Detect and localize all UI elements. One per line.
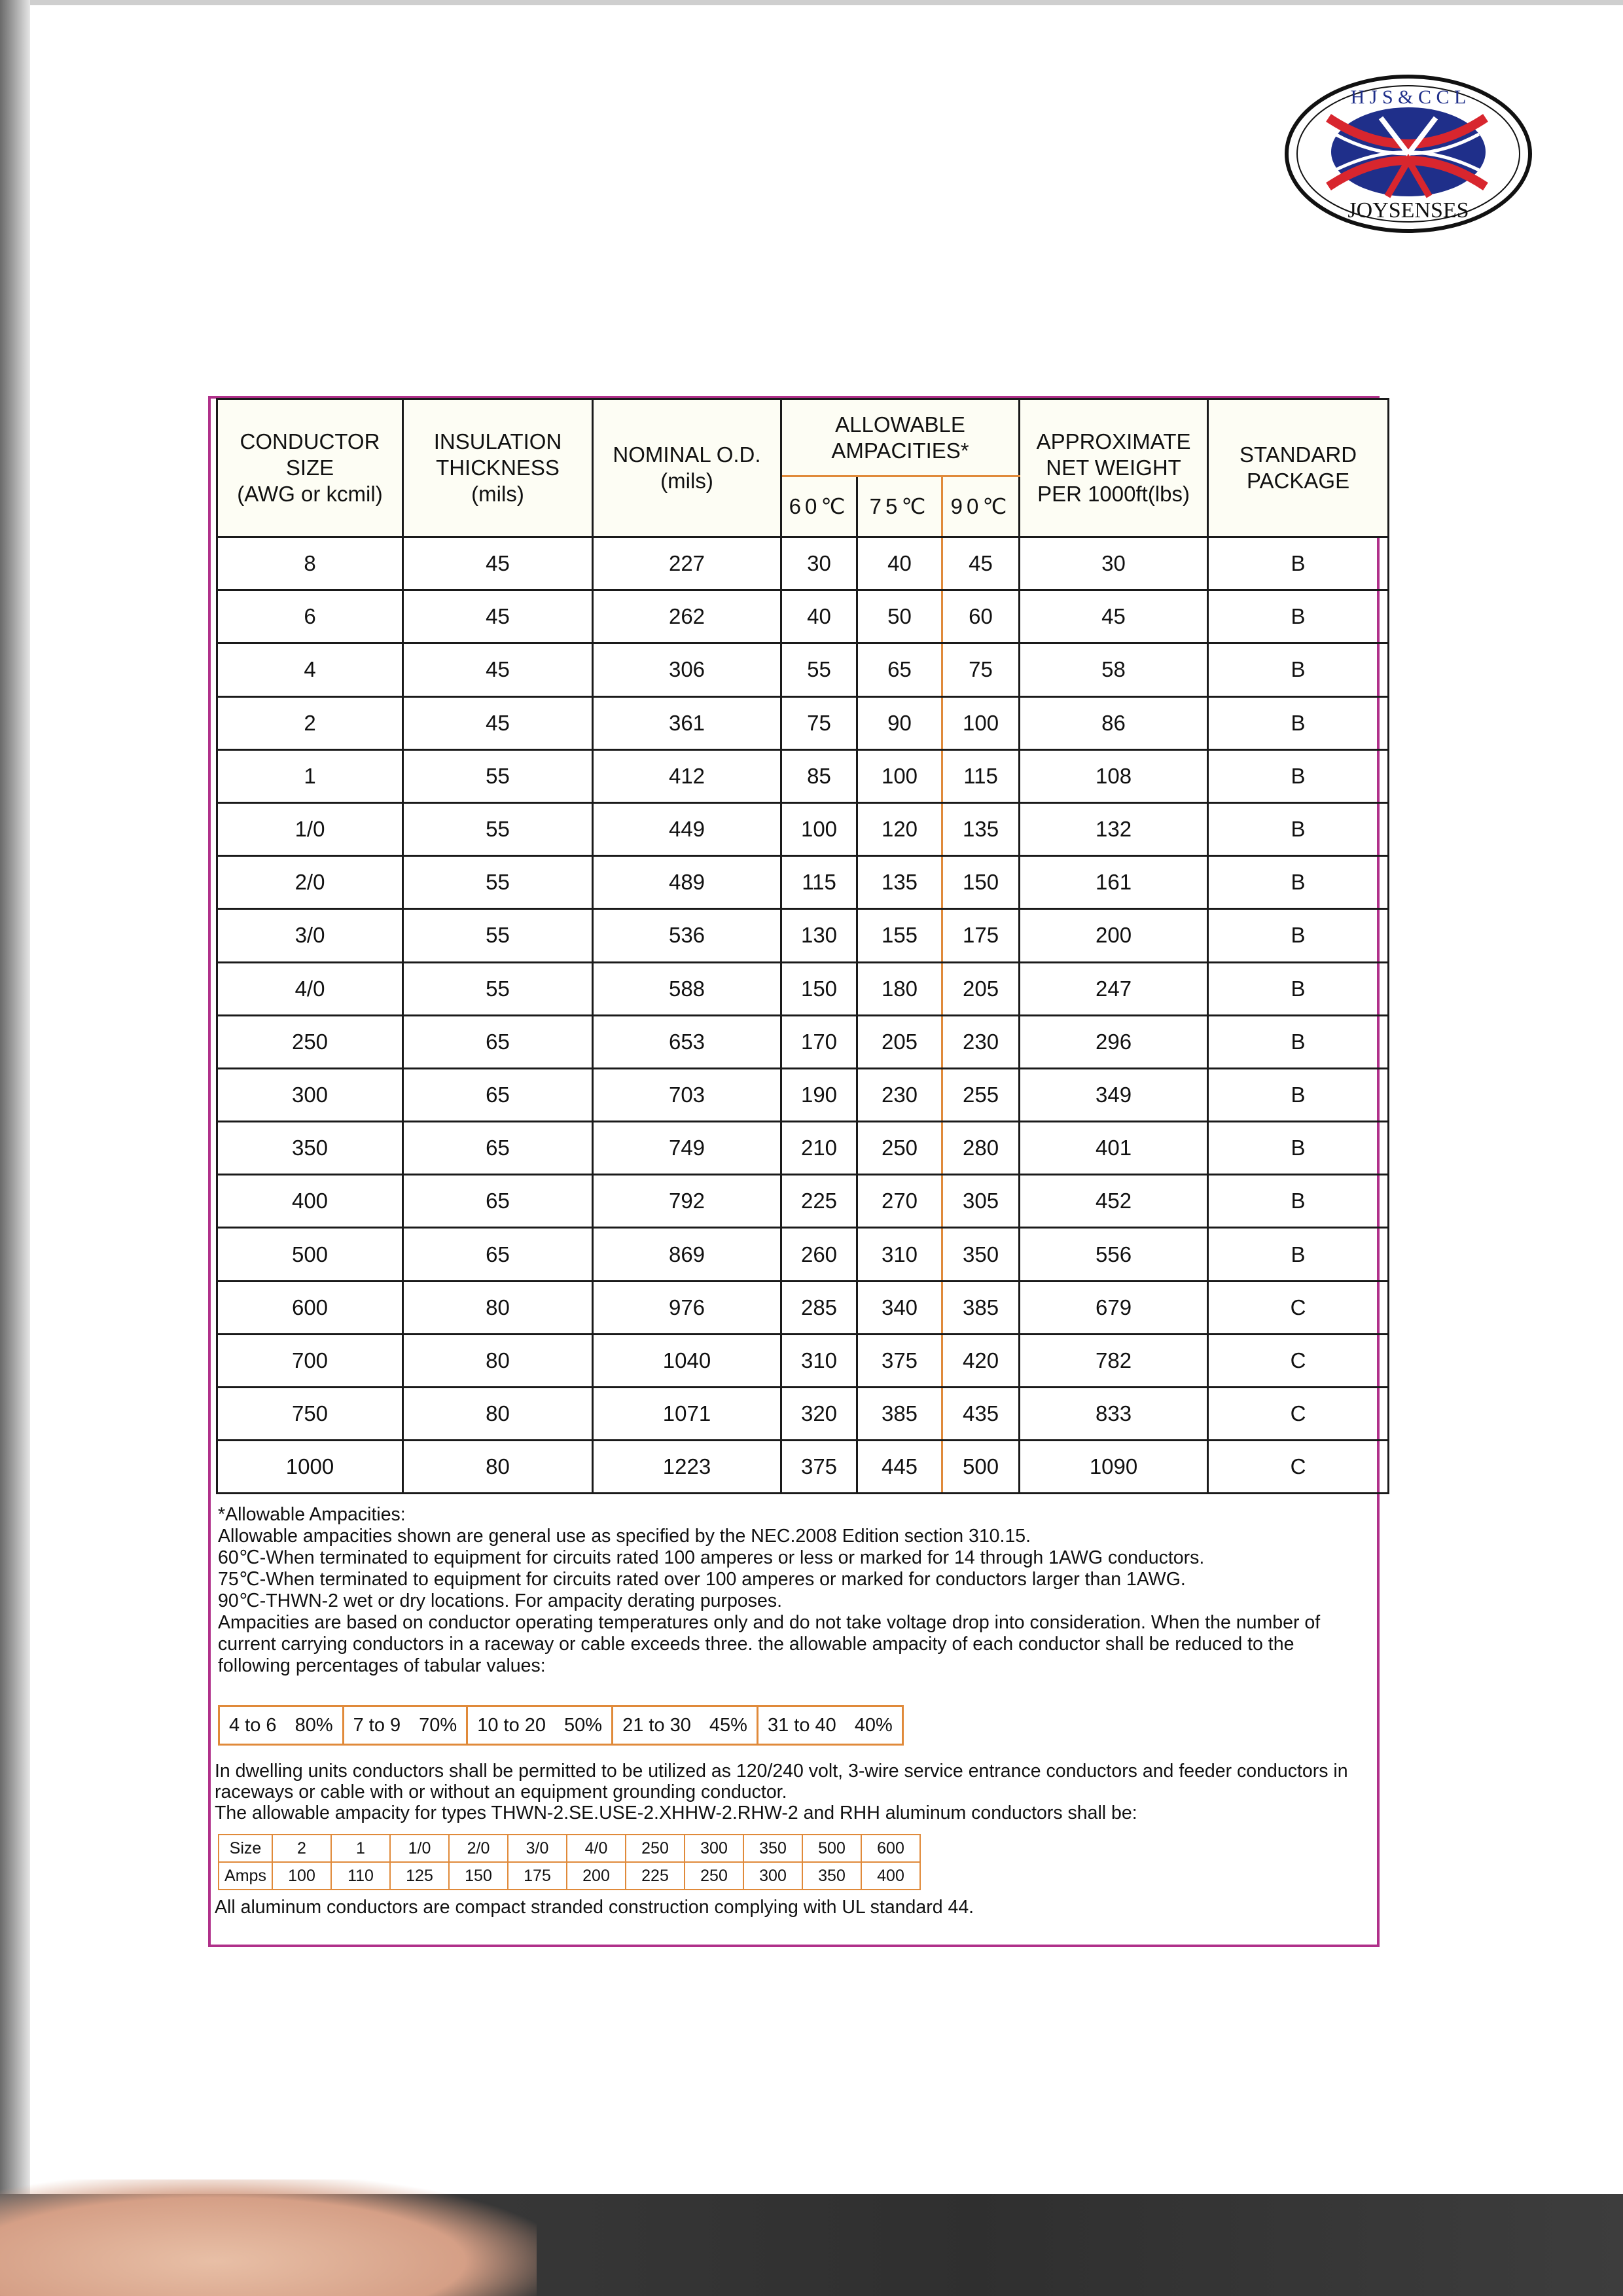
cell-amp-75: 155 bbox=[857, 909, 942, 962]
conductor-table-body bbox=[217, 537, 1389, 1494]
cell-net-weight: 833 bbox=[1020, 1388, 1208, 1441]
cell-insulation: 55 bbox=[403, 856, 593, 909]
table-row bbox=[217, 537, 1389, 590]
header-conductor-size: CONDUCTOR SIZE (AWG or kcmil) bbox=[217, 399, 403, 537]
aluminum-size-cell: 500 bbox=[802, 1835, 861, 1862]
cell-nominal-od: 1223 bbox=[593, 1441, 781, 1494]
cell-amp-75: 310 bbox=[857, 1228, 942, 1281]
cell-amp-60: 285 bbox=[781, 1281, 857, 1334]
cell-net-weight: 132 bbox=[1020, 802, 1208, 855]
cell-amp-75: 230 bbox=[857, 1068, 942, 1121]
cell-conductor-size: 750 bbox=[217, 1388, 403, 1441]
aluminum-size-cell: 4/0 bbox=[567, 1835, 626, 1862]
header-temp-75: 75℃ bbox=[857, 476, 942, 537]
cell-insulation: 55 bbox=[403, 962, 593, 1015]
ampacity-notes bbox=[218, 1504, 1370, 1677]
note-line: The allowable ampacity for types THWN-2.SE.USE-2.XHHW-2.RHW-2 and RHH aluminum conductors shall be: bbox=[215, 1803, 1137, 1823]
cell-amp-60: 40 bbox=[781, 590, 857, 643]
cell-insulation: 45 bbox=[403, 537, 593, 590]
cell-amp-90: 45 bbox=[942, 537, 1020, 590]
cell-amp-75: 65 bbox=[857, 643, 942, 696]
aluminum-size-row bbox=[219, 1835, 920, 1862]
cell-amp-90: 115 bbox=[942, 749, 1020, 802]
header-allowable-ampacities: ALLOWABLE AMPACITIES* bbox=[781, 399, 1020, 476]
cell-conductor-size: 700 bbox=[217, 1334, 403, 1387]
cell-insulation: 65 bbox=[403, 1015, 593, 1068]
cell-amp-90: 350 bbox=[942, 1228, 1020, 1281]
cell-nominal-od: 653 bbox=[593, 1015, 781, 1068]
thumb-shadow bbox=[0, 2179, 537, 2296]
cell-conductor-size: 600 bbox=[217, 1281, 403, 1334]
aluminum-amps-cell: 100 bbox=[272, 1862, 331, 1890]
cell-amp-90: 255 bbox=[942, 1068, 1020, 1121]
aluminum-size-cell: 2 bbox=[272, 1835, 331, 1862]
cell-nominal-od: 412 bbox=[593, 749, 781, 802]
cell-amp-60: 310 bbox=[781, 1334, 857, 1387]
cell-nominal-od: 536 bbox=[593, 909, 781, 962]
cell-nominal-od: 1071 bbox=[593, 1388, 781, 1441]
cell-amp-75: 40 bbox=[857, 537, 942, 590]
table-row bbox=[217, 1228, 1389, 1281]
cell-package: B bbox=[1208, 749, 1389, 802]
cell-amp-75: 135 bbox=[857, 856, 942, 909]
aluminum-size-cell: 3/0 bbox=[508, 1835, 567, 1862]
cell-nominal-od: 1040 bbox=[593, 1334, 781, 1387]
cell-package: B bbox=[1208, 962, 1389, 1015]
cell-amp-60: 170 bbox=[781, 1015, 857, 1068]
cell-nominal-od: 361 bbox=[593, 696, 781, 749]
header-nominal-od: NOMINAL O.D. (mils) bbox=[593, 399, 781, 537]
cell-insulation: 55 bbox=[403, 909, 593, 962]
table-row bbox=[217, 802, 1389, 855]
aluminum-amps-cell: 400 bbox=[861, 1862, 920, 1890]
cell-net-weight: 1090 bbox=[1020, 1441, 1208, 1494]
cell-insulation: 65 bbox=[403, 1068, 593, 1121]
cell-package: B bbox=[1208, 802, 1389, 855]
cell-amp-90: 205 bbox=[942, 962, 1020, 1015]
cell-conductor-size: 2/0 bbox=[217, 856, 403, 909]
cell-insulation: 65 bbox=[403, 1122, 593, 1175]
cell-package: B bbox=[1208, 856, 1389, 909]
cell-package: B bbox=[1208, 1068, 1389, 1121]
cell-insulation: 65 bbox=[403, 1228, 593, 1281]
cell-amp-60: 320 bbox=[781, 1388, 857, 1441]
note-line: In dwelling units conductors shall be permitted to be utilized as 120/240 volt, 3-wire service entrance conductors and feeder conductors in raceways or cable with or without an equipment grounding conductor. bbox=[215, 1761, 1348, 1803]
table-row bbox=[217, 1388, 1389, 1441]
table-row bbox=[217, 749, 1389, 802]
cell-amp-60: 100 bbox=[781, 802, 857, 855]
note-line: 90℃-THWN-2 wet or dry locations. For ampacity derating purposes. bbox=[218, 1590, 782, 1611]
cell-net-weight: 247 bbox=[1020, 962, 1208, 1015]
aluminum-amps-cell: 350 bbox=[802, 1862, 861, 1890]
cell-amp-60: 115 bbox=[781, 856, 857, 909]
aluminum-size-cell: 1 bbox=[331, 1835, 390, 1862]
cell-package: B bbox=[1208, 643, 1389, 696]
aluminum-amps-cell: 300 bbox=[743, 1862, 802, 1890]
table-row bbox=[217, 856, 1389, 909]
cell-insulation: 80 bbox=[403, 1388, 593, 1441]
cell-net-weight: 45 bbox=[1020, 590, 1208, 643]
cell-insulation: 45 bbox=[403, 643, 593, 696]
cell-conductor-size: 300 bbox=[217, 1068, 403, 1121]
aluminum-amps-label: Amps bbox=[219, 1862, 272, 1890]
cell-amp-90: 75 bbox=[942, 643, 1020, 696]
cell-amp-90: 100 bbox=[942, 696, 1020, 749]
aluminum-amps-cell: 250 bbox=[685, 1862, 743, 1890]
cell-conductor-size: 400 bbox=[217, 1175, 403, 1228]
table-row bbox=[217, 590, 1389, 643]
cell-nominal-od: 262 bbox=[593, 590, 781, 643]
header-temp-60: 60℃ bbox=[781, 476, 857, 537]
note-line: Ampacities are based on conductor operating temperatures only and do not take voltage drop into consideration. When the number of current carrying conductors in a raceway or cable exceeds three. the allowable ampacity of each conductor shall be reduced to the following percentages of tabular values: bbox=[218, 1612, 1321, 1676]
aluminum-size-cell: 1/0 bbox=[390, 1835, 449, 1862]
derating-cell: 7 to 9 70% bbox=[343, 1706, 467, 1745]
cell-amp-75: 340 bbox=[857, 1281, 942, 1334]
aluminum-size-cell: 600 bbox=[861, 1835, 920, 1862]
page-binding-edge bbox=[0, 0, 30, 2296]
note-line: 75℃-When terminated to equipment for circuits rated over 100 amperes or marked for conductors larger than 1AWG. bbox=[218, 1569, 1186, 1590]
cell-amp-75: 250 bbox=[857, 1122, 942, 1175]
cell-package: B bbox=[1208, 537, 1389, 590]
cell-amp-90: 230 bbox=[942, 1015, 1020, 1068]
cell-package: B bbox=[1208, 1122, 1389, 1175]
note-line: *Allowable Ampacities: bbox=[218, 1504, 406, 1525]
derating-cell: 21 to 30 45% bbox=[613, 1706, 758, 1745]
aluminum-amps-cell: 225 bbox=[626, 1862, 685, 1890]
conductor-spec-table bbox=[216, 398, 1389, 1494]
cell-amp-60: 210 bbox=[781, 1122, 857, 1175]
aluminum-size-cell: 300 bbox=[685, 1835, 743, 1862]
cell-net-weight: 58 bbox=[1020, 643, 1208, 696]
cell-conductor-size: 8 bbox=[217, 537, 403, 590]
cell-package: B bbox=[1208, 1228, 1389, 1281]
logo-ring-text-bottom: JOYSENSES bbox=[1347, 198, 1469, 223]
cell-amp-90: 280 bbox=[942, 1122, 1020, 1175]
table-row bbox=[217, 1122, 1389, 1175]
cell-amp-75: 120 bbox=[857, 802, 942, 855]
header-insulation-thickness: INSULATION THICKNESS (mils) bbox=[403, 399, 593, 537]
cell-net-weight: 296 bbox=[1020, 1015, 1208, 1068]
cell-nominal-od: 703 bbox=[593, 1068, 781, 1121]
aluminum-amps-row bbox=[219, 1862, 920, 1890]
cell-net-weight: 108 bbox=[1020, 749, 1208, 802]
cell-net-weight: 30 bbox=[1020, 537, 1208, 590]
aluminum-footer-note: All aluminum conductors are compact stranded construction complying with UL standard 44. bbox=[215, 1897, 974, 1918]
table-row bbox=[217, 909, 1389, 962]
aluminum-size-cell: 2/0 bbox=[449, 1835, 508, 1862]
cell-nominal-od: 749 bbox=[593, 1122, 781, 1175]
derating-row bbox=[219, 1706, 903, 1745]
table-row bbox=[217, 696, 1389, 749]
cell-conductor-size: 350 bbox=[217, 1122, 403, 1175]
derating-table bbox=[218, 1705, 904, 1746]
cell-conductor-size: 1/0 bbox=[217, 802, 403, 855]
cell-insulation: 45 bbox=[403, 590, 593, 643]
cell-nominal-od: 227 bbox=[593, 537, 781, 590]
cell-net-weight: 401 bbox=[1020, 1122, 1208, 1175]
cell-amp-75: 270 bbox=[857, 1175, 942, 1228]
cell-insulation: 80 bbox=[403, 1334, 593, 1387]
logo-ring-text-top: H J S & C C L bbox=[1350, 86, 1467, 108]
cell-conductor-size: 4 bbox=[217, 643, 403, 696]
header-net-weight: APPROXIMATE NET WEIGHT PER 1000ft(lbs) bbox=[1020, 399, 1208, 537]
cell-amp-90: 420 bbox=[942, 1334, 1020, 1387]
cell-amp-60: 130 bbox=[781, 909, 857, 962]
cell-insulation: 55 bbox=[403, 802, 593, 855]
cell-insulation: 80 bbox=[403, 1441, 593, 1494]
cell-conductor-size: 3/0 bbox=[217, 909, 403, 962]
cell-insulation: 80 bbox=[403, 1281, 593, 1334]
table-row bbox=[217, 643, 1389, 696]
cell-amp-60: 30 bbox=[781, 537, 857, 590]
derating-cell: 10 to 20 50% bbox=[467, 1706, 613, 1745]
cell-net-weight: 86 bbox=[1020, 696, 1208, 749]
cell-insulation: 45 bbox=[403, 696, 593, 749]
cell-insulation: 65 bbox=[403, 1175, 593, 1228]
cell-amp-90: 305 bbox=[942, 1175, 1020, 1228]
header-temp-90: 90℃ bbox=[942, 476, 1020, 537]
cell-amp-60: 75 bbox=[781, 696, 857, 749]
aluminum-size-label: Size bbox=[219, 1835, 272, 1862]
cell-amp-90: 500 bbox=[942, 1441, 1020, 1494]
cell-package: B bbox=[1208, 1015, 1389, 1068]
cell-package: C bbox=[1208, 1334, 1389, 1387]
cell-conductor-size: 250 bbox=[217, 1015, 403, 1068]
note-line: Allowable ampacities shown are general use as specified by the NEC.2008 Edition section 310.15. bbox=[218, 1526, 1031, 1547]
cell-conductor-size: 4/0 bbox=[217, 962, 403, 1015]
table-row bbox=[217, 962, 1389, 1015]
cell-net-weight: 452 bbox=[1020, 1175, 1208, 1228]
cell-amp-75: 375 bbox=[857, 1334, 942, 1387]
aluminum-amps-cell: 110 bbox=[331, 1862, 390, 1890]
cell-amp-90: 135 bbox=[942, 802, 1020, 855]
cell-conductor-size: 1 bbox=[217, 749, 403, 802]
cell-conductor-size: 6 bbox=[217, 590, 403, 643]
cell-amp-60: 375 bbox=[781, 1441, 857, 1494]
dwelling-notes bbox=[215, 1761, 1380, 1823]
cell-net-weight: 161 bbox=[1020, 856, 1208, 909]
cell-amp-60: 225 bbox=[781, 1175, 857, 1228]
cell-net-weight: 200 bbox=[1020, 909, 1208, 962]
cell-amp-75: 445 bbox=[857, 1441, 942, 1494]
cell-amp-75: 205 bbox=[857, 1015, 942, 1068]
cell-amp-90: 150 bbox=[942, 856, 1020, 909]
cell-amp-75: 90 bbox=[857, 696, 942, 749]
cell-amp-90: 435 bbox=[942, 1388, 1020, 1441]
joysenses-logo bbox=[1283, 72, 1534, 236]
aluminum-size-cell: 250 bbox=[626, 1835, 685, 1862]
cell-net-weight: 782 bbox=[1020, 1334, 1208, 1387]
cell-net-weight: 679 bbox=[1020, 1281, 1208, 1334]
cell-package: B bbox=[1208, 909, 1389, 962]
cell-amp-60: 190 bbox=[781, 1068, 857, 1121]
aluminum-amps-cell: 175 bbox=[508, 1862, 567, 1890]
cell-nominal-od: 976 bbox=[593, 1281, 781, 1334]
cell-nominal-od: 306 bbox=[593, 643, 781, 696]
derating-cell: 31 to 40 40% bbox=[757, 1706, 902, 1745]
cell-conductor-size: 500 bbox=[217, 1228, 403, 1281]
aluminum-amps-cell: 125 bbox=[390, 1862, 449, 1890]
cell-package: B bbox=[1208, 1175, 1389, 1228]
cell-nominal-od: 449 bbox=[593, 802, 781, 855]
derating-cell: 4 to 6 80% bbox=[219, 1706, 344, 1745]
header-standard-package: STANDARD PACKAGE bbox=[1208, 399, 1389, 537]
table-row bbox=[217, 1334, 1389, 1387]
cell-amp-60: 260 bbox=[781, 1228, 857, 1281]
table-row bbox=[217, 1441, 1389, 1494]
cell-amp-60: 85 bbox=[781, 749, 857, 802]
page-top-edge bbox=[0, 0, 1623, 5]
cell-amp-90: 60 bbox=[942, 590, 1020, 643]
header-row bbox=[217, 399, 1389, 476]
aluminum-ampacity-table bbox=[218, 1834, 921, 1890]
table-row bbox=[217, 1175, 1389, 1228]
cell-insulation: 55 bbox=[403, 749, 593, 802]
cell-amp-75: 100 bbox=[857, 749, 942, 802]
cell-nominal-od: 489 bbox=[593, 856, 781, 909]
cell-net-weight: 349 bbox=[1020, 1068, 1208, 1121]
cell-package: B bbox=[1208, 696, 1389, 749]
cell-amp-90: 175 bbox=[942, 909, 1020, 962]
cell-nominal-od: 792 bbox=[593, 1175, 781, 1228]
cell-amp-90: 385 bbox=[942, 1281, 1020, 1334]
cell-nominal-od: 869 bbox=[593, 1228, 781, 1281]
aluminum-amps-cell: 200 bbox=[567, 1862, 626, 1890]
cell-net-weight: 556 bbox=[1020, 1228, 1208, 1281]
cell-package: C bbox=[1208, 1281, 1389, 1334]
cell-nominal-od: 588 bbox=[593, 962, 781, 1015]
aluminum-size-cell: 350 bbox=[743, 1835, 802, 1862]
cell-amp-60: 150 bbox=[781, 962, 857, 1015]
cell-amp-75: 385 bbox=[857, 1388, 942, 1441]
cell-conductor-size: 2 bbox=[217, 696, 403, 749]
cell-package: C bbox=[1208, 1388, 1389, 1441]
note-line: 60℃-When terminated to equipment for circuits rated 100 amperes or less or marked for 14 through 1AWG conductors. bbox=[218, 1547, 1205, 1568]
aluminum-amps-cell: 150 bbox=[449, 1862, 508, 1890]
cell-conductor-size: 1000 bbox=[217, 1441, 403, 1494]
table-row bbox=[217, 1015, 1389, 1068]
cell-package: C bbox=[1208, 1441, 1389, 1494]
cell-package: B bbox=[1208, 590, 1389, 643]
cell-amp-75: 50 bbox=[857, 590, 942, 643]
cell-amp-75: 180 bbox=[857, 962, 942, 1015]
table-row bbox=[217, 1281, 1389, 1334]
table-row bbox=[217, 1068, 1389, 1121]
cell-amp-60: 55 bbox=[781, 643, 857, 696]
